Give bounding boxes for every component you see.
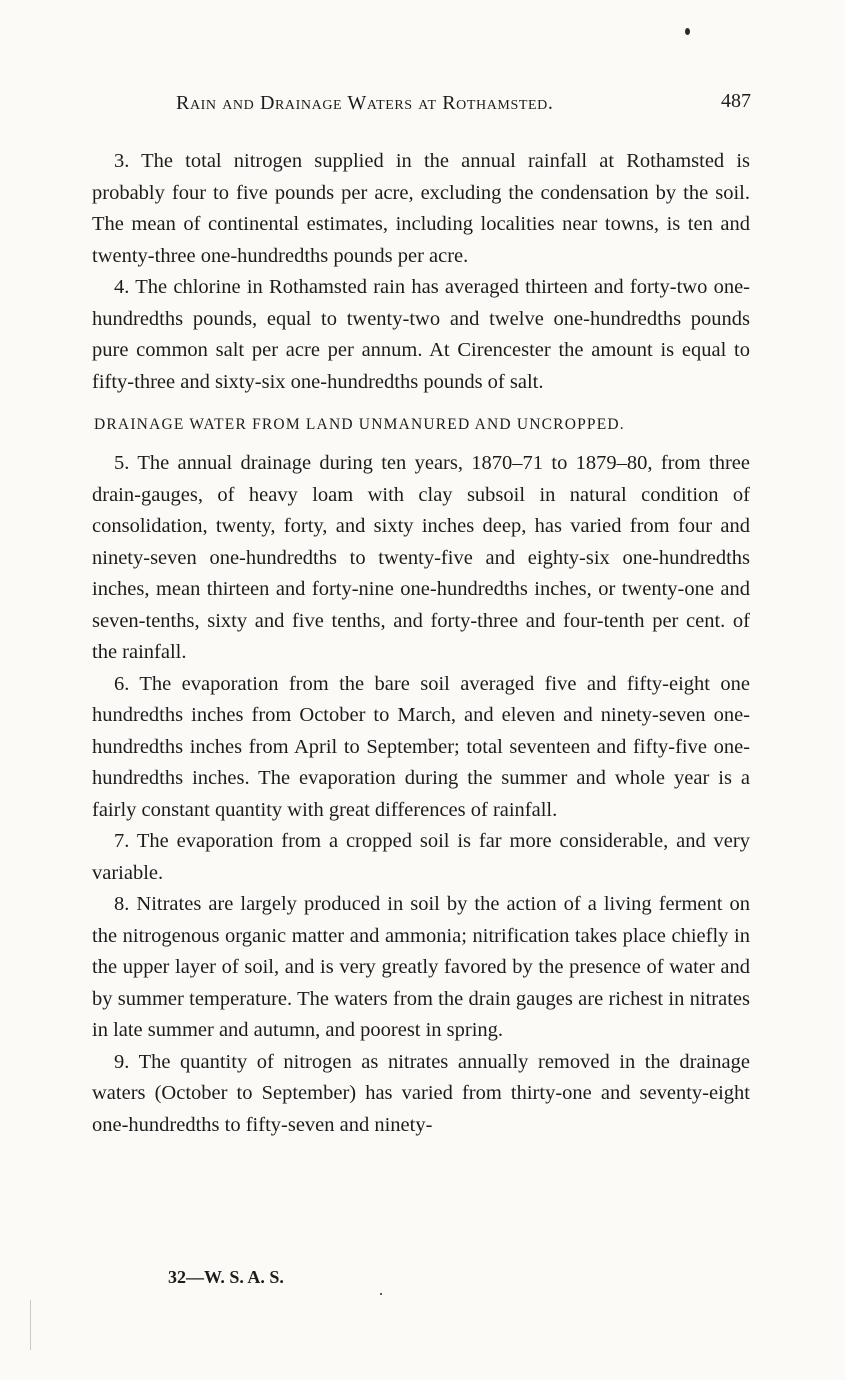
paragraph-3: 3. The total nitrogen supplied in the annual rainfall at Rothamsted is probably four to five pounds per acre, excluding the condensation by the soil. The mean of continental estimates, including localities near towns, is ten and twenty-three one-hundredths pounds per acre.: [92, 150, 750, 267]
paragraph-9: 9. The quantity of nitrogen as nitrates annually removed in the drainage waters (October to September) has varied from thirty-one and seventy-eight one-hundredths to fifty-seven and ninety-: [92, 1050, 750, 1136]
running-title: Rain and Drainage Waters at Rothamsted.: [176, 92, 554, 114]
paragraph-4: 4. The chlorine in Rothamsted rain has averaged thirteen and forty-two one-hundredths pounds, equal to twenty-two and twelve one-hundredths pounds pure common salt per acre per annum. At Cirencester the amount is equal to fifty-three and sixty-six one-hundredths pounds of salt.: [92, 276, 750, 393]
body-text: [92, 146, 750, 1141]
margin-line: [30, 1300, 31, 1350]
paragraph-5: 5. The annual drainage during ten years, 1870–71 to 1879–80, from three drain-gauges, of heavy loam with clay subsoil in natural condition of consolidation, twenty, forty, and sixty inches deep, has varied from four and ninety-seven one-hundredths to twenty-five and eighty-six one-hundredths inches, mean thirteen and forty-nine one-hundredths inches, or twenty-one and seven-tenths, sixty and five tenths, and forty-three and four-tenth per cent. of the rainfall.: [92, 452, 750, 663]
paragraph-8: 8. Nitrates are largely produced in soil by the action of a living ferment on the nitrogenous organic matter and ammonia; nitrification takes place chiefly in the upper layer of soil, and is very greatly favored by the presence of water and by summer temperature. The waters from the drain gauges are richest in nitrates in late summer and autumn, and poorest in spring.: [92, 893, 750, 1041]
signature-mark: 32—W. S. A. S.: [168, 1267, 284, 1287]
paragraph-6: 6. The evaporation from the bare soil averaged five and fifty-eight one hundredths inches from October to March, and eleven and ninety-seven one-hundredths inches from April to September; total seventeen and fifty-five one-hundredths inches. The evaporation during the summer and whole year is a fairly constant quantity with great differences of rainfall.: [92, 672, 750, 821]
ink-speck: [685, 28, 690, 35]
section-heading: DRAINAGE WATER FROM LAND UNMANURED AND UNCROPPED.: [94, 416, 625, 433]
paragraph-7: 7. The evaporation from a cropped soil is far more considerable, and very variable.: [92, 830, 750, 884]
page-number: 487: [721, 90, 751, 112]
page-header: [96, 88, 751, 118]
ink-speck: [380, 1293, 382, 1295]
